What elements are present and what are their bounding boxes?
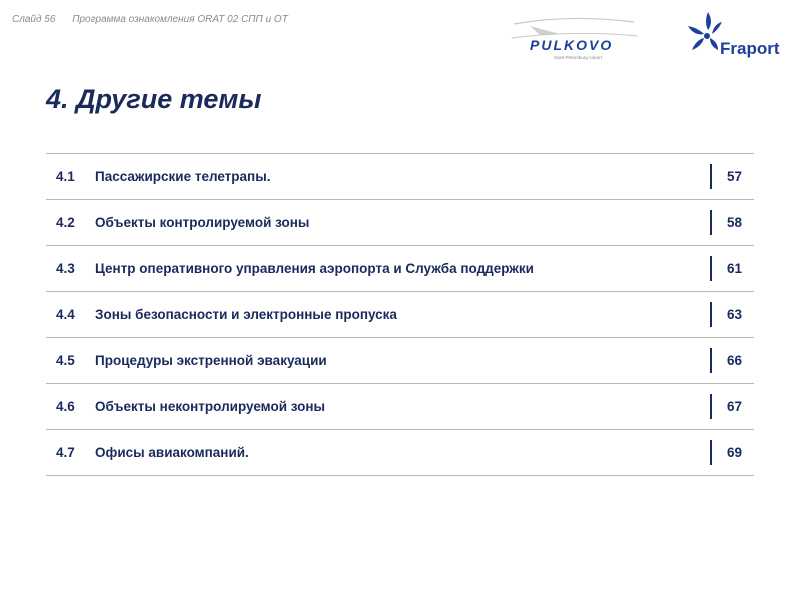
table-of-contents xyxy=(46,153,754,476)
toc-page-number: 63 xyxy=(726,307,742,322)
toc-page-number: 67 xyxy=(726,399,742,414)
toc-row[interactable] xyxy=(46,338,754,384)
toc-item-title: Центр оперативного управления аэропорта и Служба поддержки xyxy=(95,261,534,276)
slide-number: Слайд 56 xyxy=(12,14,56,25)
toc-divider xyxy=(710,302,712,327)
toc-item-title: Зоны безопасности и электронные пропуска xyxy=(95,307,397,322)
toc-divider xyxy=(710,256,712,281)
toc-row[interactable] xyxy=(46,154,754,200)
program-title: Программа ознакомления ORAT 02 СПП и ОТ xyxy=(72,14,288,25)
toc-item-number: 4.7 xyxy=(56,445,75,460)
pulkovo-subtext: Saint-Petersburg Airport xyxy=(554,55,603,60)
toc-divider xyxy=(710,394,712,419)
toc-item-title: Офисы авиакомпаний. xyxy=(95,445,249,460)
toc-item-title: Пассажирские телетрапы. xyxy=(95,169,271,184)
toc-item-number: 4.1 xyxy=(56,169,75,184)
toc-page-number: 57 xyxy=(726,169,742,184)
toc-page-number: 58 xyxy=(726,215,742,230)
toc-item-title: Объекты неконтролируемой зоны xyxy=(95,399,326,414)
toc-item-number: 4.6 xyxy=(56,399,75,414)
toc-item-title: Объекты контролируемой зоны xyxy=(95,215,310,230)
toc-row[interactable] xyxy=(46,384,754,430)
toc-item-number: 4.2 xyxy=(56,215,75,230)
toc-page-number: 66 xyxy=(726,353,742,368)
toc-item-title: Процедуры экстренной эвакуации xyxy=(95,353,327,368)
toc-row[interactable] xyxy=(46,246,754,292)
toc-item-number: 4.5 xyxy=(56,353,75,368)
slide-header xyxy=(12,14,288,25)
toc-row[interactable] xyxy=(46,200,754,246)
toc-divider xyxy=(710,348,712,373)
fraport-wordmark: Fraport xyxy=(720,39,780,58)
toc-divider xyxy=(710,164,712,189)
toc-divider xyxy=(710,440,712,465)
toc-item-number: 4.4 xyxy=(56,307,75,322)
toc-row[interactable] xyxy=(46,430,754,476)
toc-item-number: 4.3 xyxy=(56,261,75,276)
fraport-logo xyxy=(678,8,793,60)
toc-page-number: 61 xyxy=(726,261,742,276)
toc-page-number: 69 xyxy=(726,445,742,460)
pulkovo-logo xyxy=(510,16,640,62)
fraport-star-icon xyxy=(688,12,722,50)
toc-row[interactable] xyxy=(46,292,754,338)
pulkovo-wordmark: PULKOVO xyxy=(530,37,614,53)
page-title: 4. Другие темы xyxy=(46,84,262,114)
toc-divider xyxy=(710,210,712,235)
